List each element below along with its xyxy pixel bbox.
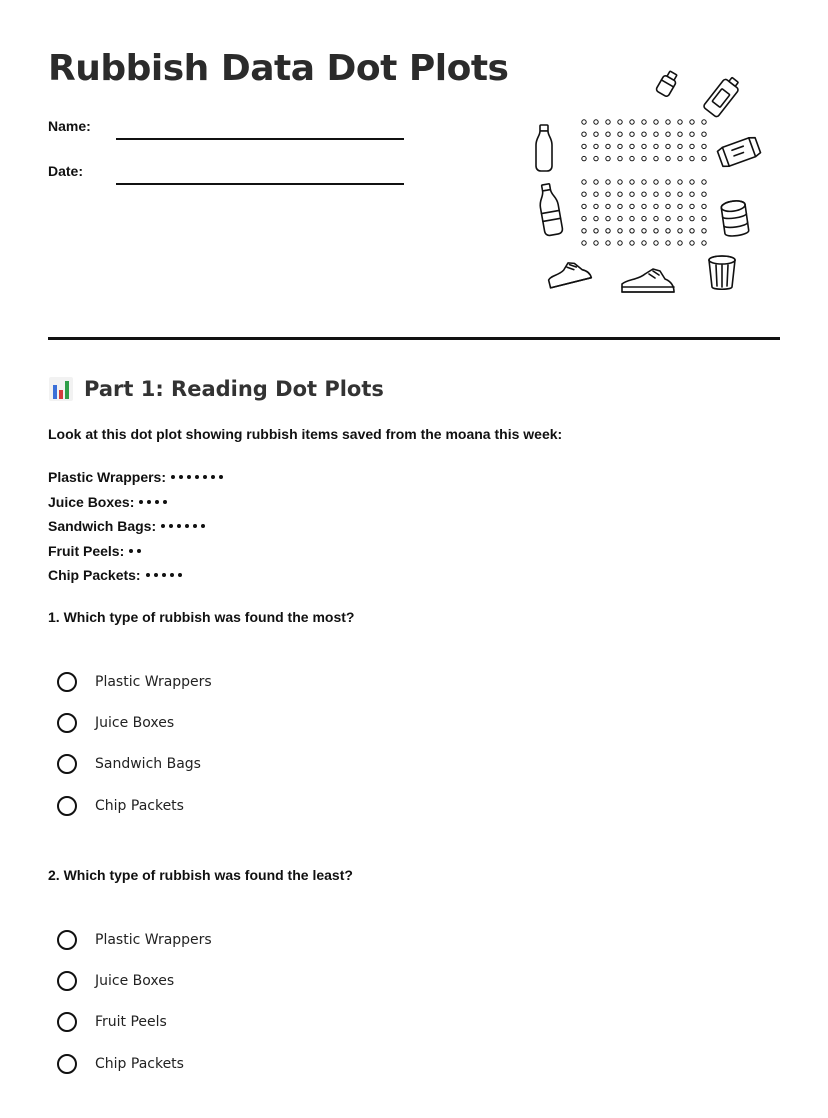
- dot-plot-dots: [171, 475, 227, 479]
- bin-icon: [709, 256, 735, 289]
- dot-mark: [187, 475, 191, 479]
- shoe-icon: [622, 269, 674, 292]
- date-label: Date:: [48, 163, 84, 179]
- answer-option[interactable]: [57, 1002, 212, 1043]
- dot-mark: [137, 549, 141, 553]
- dot-plot-row: [48, 514, 227, 539]
- dot-mark: [162, 573, 166, 577]
- dot-plot-label: Sandwich Bags:: [48, 518, 157, 535]
- dot-plot-dots: [129, 549, 145, 553]
- dot-mark: [147, 500, 151, 504]
- dot-mark: [170, 573, 174, 577]
- dot-mark: [193, 524, 197, 528]
- dot-mark: [195, 475, 199, 479]
- answer-option[interactable]: [57, 960, 212, 1001]
- dot-mark: [211, 475, 215, 479]
- question-1: 1. Which type of rubbish was found the most?: [48, 609, 355, 625]
- option-label: Plastic Wrappers: [95, 673, 212, 690]
- dot-mark: [161, 524, 165, 528]
- dot-mark: [169, 524, 173, 528]
- dot-mark: [185, 524, 189, 528]
- can-icon: [703, 74, 742, 117]
- question-1-options: [57, 661, 212, 826]
- dot-mark: [139, 500, 143, 504]
- option-label: Chip Packets: [95, 797, 184, 814]
- part1-heading: [48, 374, 384, 404]
- part1-title: Part 1: Reading Dot Plots: [84, 377, 384, 401]
- dot-plot-dots: [139, 500, 171, 504]
- answer-option[interactable]: [57, 661, 212, 702]
- dot-mark: [177, 524, 181, 528]
- question-2-options: [57, 919, 212, 1084]
- can-icon: [655, 70, 679, 98]
- answer-option[interactable]: [57, 702, 212, 743]
- answer-option[interactable]: [57, 919, 212, 960]
- radio-button[interactable]: [57, 796, 77, 816]
- dot-plot-row: [48, 490, 227, 515]
- option-label: Juice Boxes: [95, 972, 175, 989]
- radio-button[interactable]: [57, 1054, 77, 1074]
- bar-chart-icon: [48, 376, 74, 402]
- dot-plot-label: Plastic Wrappers:: [48, 469, 167, 486]
- option-label: Fruit Peels: [95, 1014, 167, 1031]
- option-label: Chip Packets: [95, 1055, 184, 1072]
- instruction-text: Look at this dot plot showing rubbish items saved from the moana this week:: [48, 426, 563, 442]
- bottle-icon: [537, 183, 564, 236]
- dot-grid: [582, 120, 706, 245]
- dot-plot-dots: [161, 524, 209, 528]
- dot-mark: [146, 573, 150, 577]
- radio-button[interactable]: [57, 1012, 77, 1032]
- dot-plot-label: Chip Packets:: [48, 567, 141, 584]
- date-field[interactable]: [116, 183, 404, 185]
- dot-plot-label: Juice Boxes:: [48, 493, 135, 510]
- radio-button[interactable]: [57, 930, 77, 950]
- wrapper-icon: [717, 136, 761, 168]
- dot-mark: [129, 549, 133, 553]
- dot-mark: [154, 573, 158, 577]
- page-title: Rubbish Data Dot Plots: [48, 48, 509, 89]
- dot-mark: [201, 524, 205, 528]
- dot-plot: [48, 465, 227, 588]
- dot-mark: [219, 475, 223, 479]
- dot-mark: [155, 500, 159, 504]
- option-label: Sandwich Bags: [95, 756, 201, 773]
- section-divider: [48, 337, 780, 340]
- can-icon: [721, 200, 750, 238]
- answer-option[interactable]: [57, 744, 212, 785]
- rubbish-illustration: [520, 62, 770, 302]
- radio-button[interactable]: [57, 754, 77, 774]
- option-label: Juice Boxes: [95, 714, 175, 731]
- answer-option[interactable]: [57, 1043, 212, 1084]
- answer-option[interactable]: [57, 785, 212, 826]
- dot-mark: [163, 500, 167, 504]
- dot-plot-row: [48, 465, 227, 490]
- name-label: Name:: [48, 118, 91, 134]
- dot-plot-label: Fruit Peels:: [48, 542, 125, 559]
- shoe-icon: [546, 258, 592, 288]
- dot-mark: [179, 475, 183, 479]
- radio-button[interactable]: [57, 713, 77, 733]
- name-field[interactable]: [116, 138, 404, 140]
- dot-mark: [203, 475, 207, 479]
- option-label: Plastic Wrappers: [95, 931, 212, 948]
- question-2: 2. Which type of rubbish was found the least?: [48, 867, 353, 883]
- bottle-icon: [536, 125, 552, 171]
- dot-plot-row: [48, 563, 227, 588]
- dot-plot-row: [48, 539, 227, 564]
- dot-plot-dots: [146, 573, 186, 577]
- dot-mark: [178, 573, 182, 577]
- dot-mark: [171, 475, 175, 479]
- radio-button[interactable]: [57, 672, 77, 692]
- radio-button[interactable]: [57, 971, 77, 991]
